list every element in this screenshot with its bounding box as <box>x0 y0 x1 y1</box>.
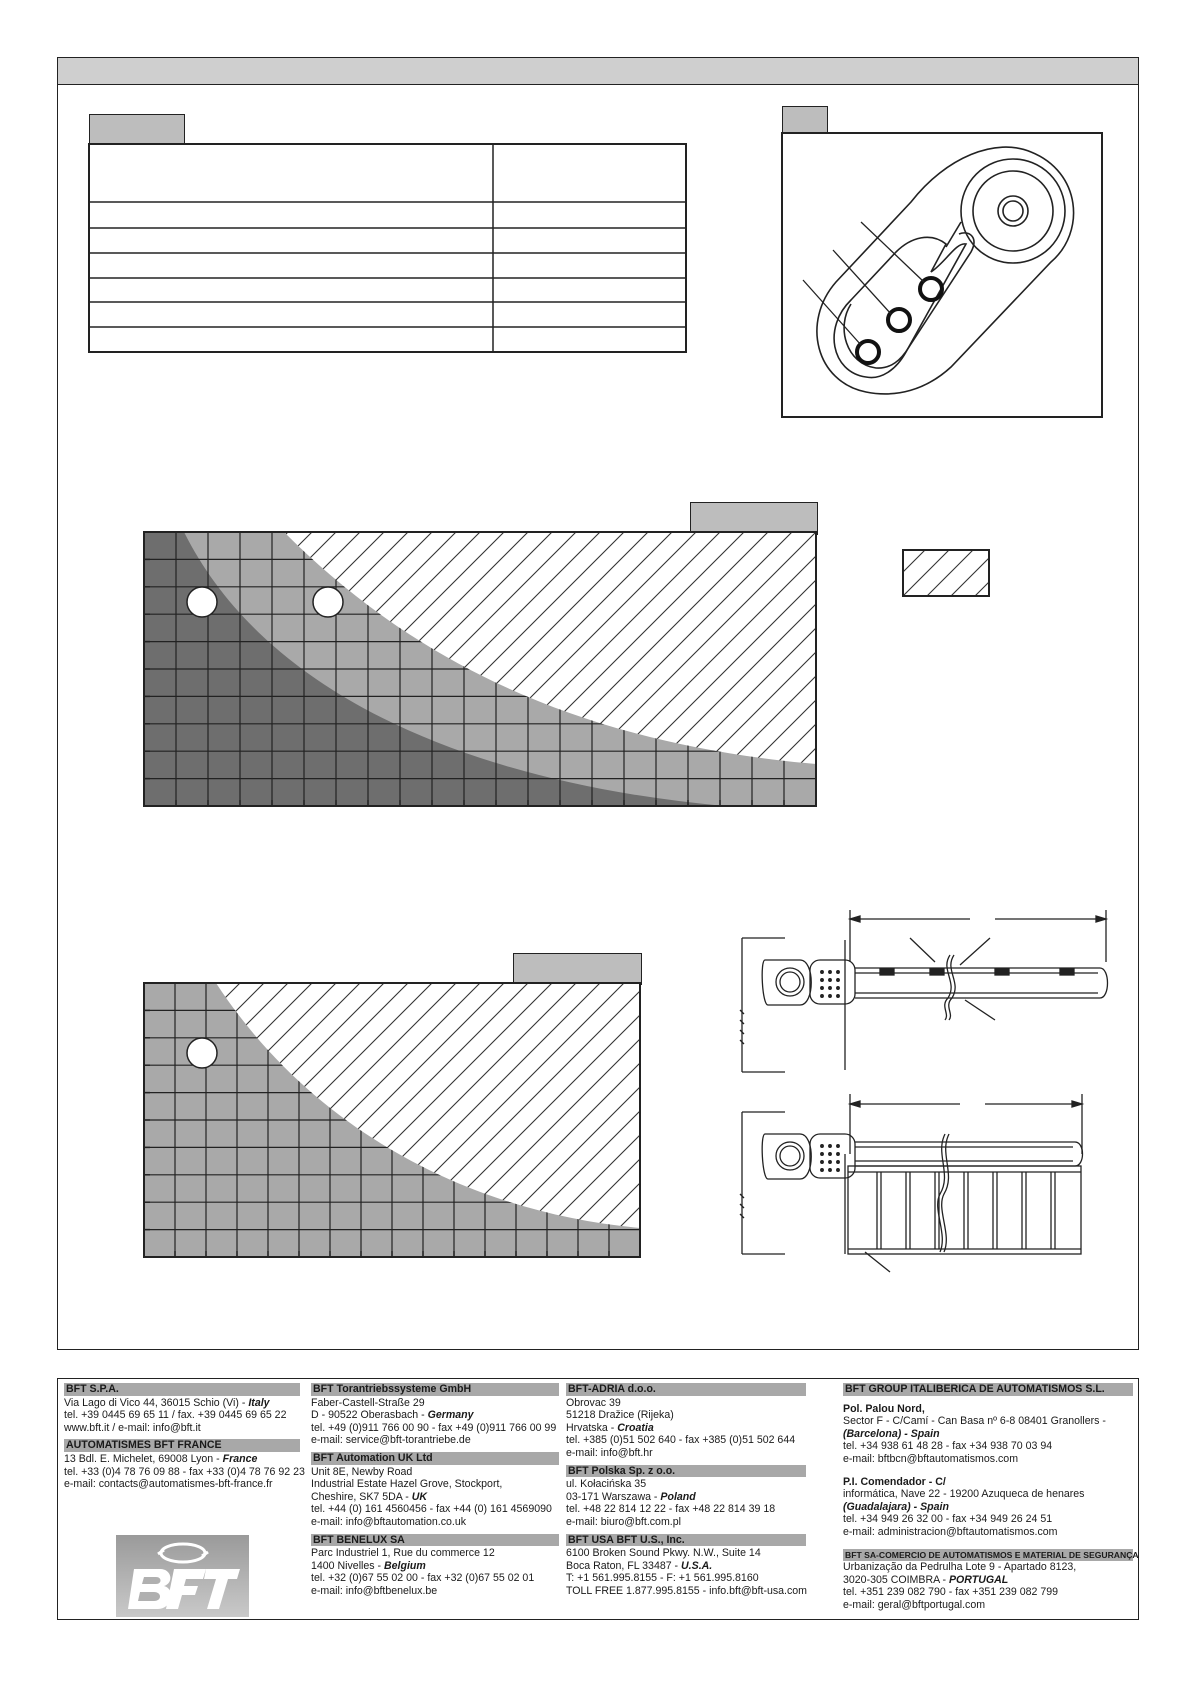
graph-1 <box>144 532 818 808</box>
footer-phone: tel. +351 239 082 790 - fax +351 239 082 799 <box>843 1586 1058 1599</box>
footer-company-bft-uk: BFT Automation UK Ltd <box>311 1452 559 1465</box>
footer-email: e-mail: geral@bftportugal.com <box>843 1598 986 1611</box>
footer-phone: tel. +34 949 26 32 00 - fax +34 949 26 24 51 <box>843 1513 1053 1526</box>
footer-col-germany-uk-benelux <box>311 1383 559 1598</box>
footer-phone: tel. +48 22 814 12 22 - fax +48 22 814 39 18 <box>566 1503 776 1516</box>
data-table <box>88 143 688 355</box>
footer-address: Parc Industriel 1, Rue du commerce 12 <box>311 1547 495 1560</box>
marker-circle <box>313 587 343 617</box>
footer-address: Obrovac 39 <box>566 1396 621 1409</box>
installation-diagram-1 <box>740 910 1110 1080</box>
footer-email: e-mail: bftbcn@bftautomatismos.com <box>843 1452 1019 1465</box>
footer-phone: tel. +49 (0)911 766 00 90 - fax +49 (0)911 766 00 99 <box>311 1421 557 1434</box>
footer-email: e-mail: service@bft-torantriebe.de <box>311 1434 471 1447</box>
footer-phone: tel. +385 (0)51 502 640 - fax +385 (0)51 502 644 <box>566 1434 796 1447</box>
footer-country: Croatia <box>617 1421 654 1434</box>
remote-figure-tab <box>782 106 828 134</box>
footer-email: e-mail: info@bftautomation.co.uk <box>311 1515 467 1528</box>
footer-email: e-mail: info@bft.hr <box>566 1446 653 1459</box>
footer-address: Hrvatska - <box>566 1421 618 1434</box>
footer-country: France <box>222 1452 258 1465</box>
footer-company-bft-usa: BFT USA BFT U.S., Inc. <box>566 1534 806 1547</box>
footer-email: e-mail: info@bftbenelux.be <box>311 1584 438 1597</box>
footer-company-bft-benelux: BFT BENELUX SA <box>311 1534 559 1547</box>
footer-country: Belgium <box>384 1559 426 1572</box>
footer-location: P.I. Comendador - C/ <box>843 1475 946 1488</box>
bft-logo-icon <box>116 1535 249 1617</box>
footer-company-bft-italiberica: BFT GROUP ITALIBERICA DE AUTOMATISMOS S.L. <box>843 1383 1133 1396</box>
footer-country: (Barcelona) - Spain <box>843 1427 940 1440</box>
footer-country: PORTUGAL <box>948 1573 1009 1586</box>
footer-phone: T: +1 561.995.8155 - F: +1 561.995.8160 <box>566 1572 759 1585</box>
remote-control-icon <box>781 132 1104 420</box>
footer-phone: tel. +32 (0)67 55 02 00 - fax +32 (0)67 55 02 01 <box>311 1572 535 1585</box>
footer-address: Industrial Estate Hazel Grove, Stockport, <box>311 1478 503 1491</box>
footer-address: Via Lago di Vico 44, 36015 Schio (Vi) - <box>64 1396 249 1409</box>
installation-diagram-2 <box>740 1094 1110 1279</box>
marker-circle <box>187 1038 217 1068</box>
footer-company-bft-adria: BFT-ADRIA d.o.o. <box>566 1383 806 1396</box>
footer-company-bft-france: AUTOMATISMES BFT FRANCE <box>64 1439 300 1452</box>
footer-address: 51218 Dražice (Rijeka) <box>566 1409 674 1422</box>
legend-hatched-swatch <box>902 549 991 598</box>
footer-address: 13 Bdl. E. Michelet, 69008 Lyon - <box>64 1452 223 1465</box>
footer-address: informática, Nave 22 - 19200 Azuqueca de henares <box>843 1488 1085 1501</box>
footer-tollfree: TOLL FREE 1.877.995.8155 - info.bft@bft-usa.com <box>566 1584 808 1597</box>
graph-2 <box>144 983 642 1259</box>
footer-country: UK <box>411 1490 427 1503</box>
footer-address: ul. Kołacińska 35 <box>566 1478 647 1491</box>
table-tab <box>89 114 185 144</box>
graph2-tab <box>513 953 642 985</box>
footer-country: Germany <box>427 1409 474 1422</box>
footer-location: Pol. Palou Nord, <box>843 1402 925 1415</box>
footer-company-bft-spa: BFT S.P.A. <box>64 1383 300 1396</box>
legend-swatch-rect <box>903 550 989 596</box>
graph1-tab <box>690 502 818 535</box>
footer-address: Sector F - C/Camí - Can Basa nº 6-8 08401 Granollers - <box>843 1415 1106 1428</box>
footer-country: U.S.A. <box>681 1559 713 1572</box>
footer-address: Urbanização da Pedrulha Lote 9 - Apartado 8123, <box>843 1561 1077 1574</box>
footer-country: Italy <box>248 1396 270 1409</box>
header-bar <box>57 57 1139 85</box>
footer-address: 6100 Broken Sound Pkwy. N.W., Suite 14 <box>566 1547 761 1560</box>
footer-web: www.bft.it / e-mail: info@bft.it <box>64 1421 201 1434</box>
footer-address: 1400 Nivelles - <box>311 1559 385 1572</box>
footer-phone: tel. +33 (0)4 78 76 09 88 - fax +33 (0)4 78 76 92 23 <box>64 1465 305 1478</box>
footer-phone: tel. +39 0445 69 65 11 / fax. +39 0445 69 65 22 <box>64 1409 287 1422</box>
footer-email: e-mail: administracion@bftautomatismos.com <box>843 1525 1058 1538</box>
footer-email: e-mail: contacts@automatismes-bft-france.fr <box>64 1478 273 1491</box>
marker-circle <box>187 587 217 617</box>
footer-address: 3020-305 COIMBRA - <box>843 1573 949 1586</box>
footer-col-spain-portugal <box>843 1383 1139 1612</box>
footer-phone: tel. +44 (0) 161 4560456 - fax +44 (0) 161 4569090 <box>311 1503 552 1516</box>
footer-address: Unit 8E, Newby Road <box>311 1465 413 1478</box>
footer-address: Cheshire, SK7 5DA - <box>311 1490 412 1503</box>
footer-address: 03-171 Warszawa - <box>566 1490 661 1503</box>
footer-country: Poland <box>660 1490 696 1503</box>
footer-address: D - 90522 Oberasbach - <box>311 1409 428 1422</box>
footer-country: (Guadalajara) - Spain <box>843 1500 949 1513</box>
footer-email: e-mail: biuro@bft.com.pl <box>566 1515 681 1528</box>
footer-company-bft-germany: BFT Torantriebssysteme GmbH <box>311 1383 559 1396</box>
footer-company-bft-polska: BFT Polska Sp. z o.o. <box>566 1465 806 1478</box>
footer-address: Faber-Castell-Straße 29 <box>311 1396 425 1409</box>
footer-phone: tel. +34 938 61 48 28 - fax +34 938 70 03 94 <box>843 1440 1053 1453</box>
footer-company-bft-portugal: BFT SA-COMERCIO DE AUTOMATISMOS E MATERIAL DE SEGURANÇA <box>845 1549 1139 1560</box>
footer-col-croatia-poland-usa <box>566 1383 806 1598</box>
footer-col-italy-france <box>64 1383 305 1491</box>
footer-address: Boca Raton, FL 33487 - <box>566 1559 682 1572</box>
